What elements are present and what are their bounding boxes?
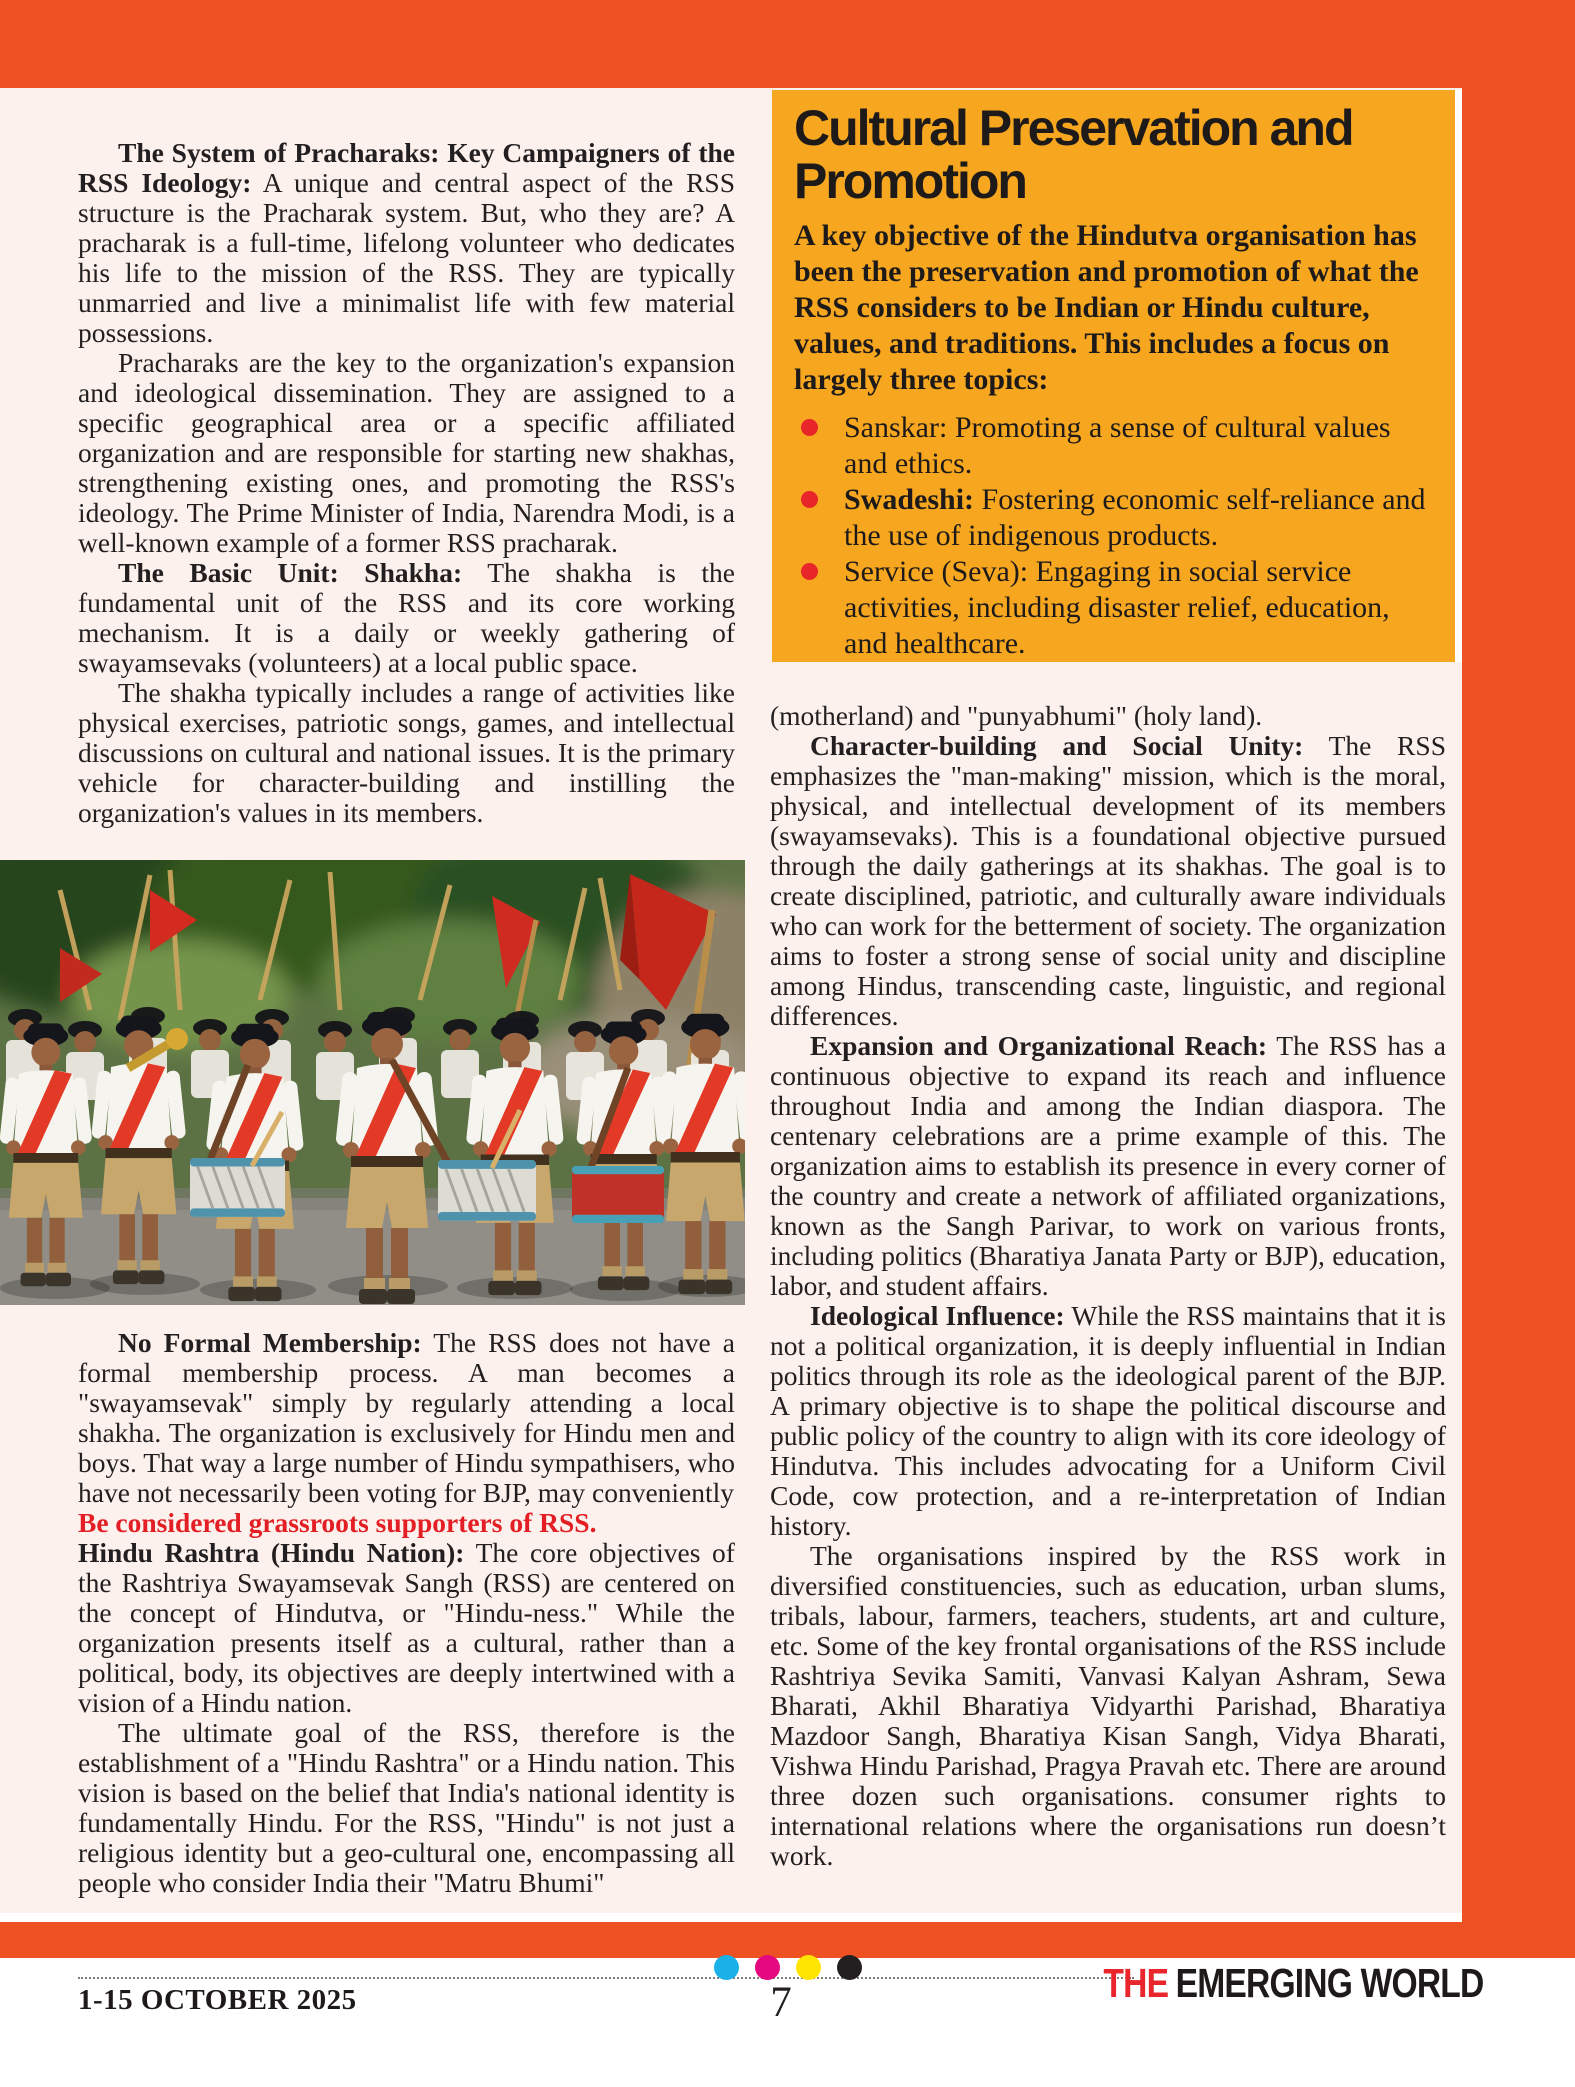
paragraph-text: The RSS does not have a formal membership process. A man becomes a "swayamsevak" simply by regularly attending a local shakha. The organization is exclusively for Hindu men and boys. That way a large number of Hindu sympathisers, who have not necessarily been voting for BJP, may conveniently xyxy=(78,1327,735,1508)
paragraph-text: The core objectives of the Rashtriya Swayamsevak Sangh (RSS) are centered on the concept of Hindutva, or "Hindu-ness." While the organization presents itself as a cultural, rather than a political, body, its objectives are deeply intertwined with a vision of a Hindu nation. xyxy=(78,1537,735,1718)
paragraph-text: (motherland) and "punyabhumi" (holy land). xyxy=(770,700,1263,731)
bullet-dot-icon xyxy=(801,419,818,436)
march-photo-illustration xyxy=(0,860,745,1305)
bullet-text: Engaging in social service activities, including disaster relief, education, and healthcare. xyxy=(844,555,1390,660)
bullet-lead: Sanskar: xyxy=(844,411,948,444)
issue-date: 1-15 OCTOBER 2025 xyxy=(78,1984,357,2016)
paragraph xyxy=(78,1328,735,1508)
paragraph-text: The RSS has a continuous objective to expand its reach and influence throughout India and among the Indian diaspora. The centenary celebrations are a prime example of this. The organization aims to establish its presence in every corner of the country and create a network of affiliated organizations, known as the Sangh Parivar, to work on various fronts, including politics (Bharatiya Janata Party or BJP), education, labor, and student affairs. xyxy=(770,1030,1446,1301)
bullet-dot-icon xyxy=(801,491,818,508)
paragraph-text: The ultimate goal of the RSS, therefore is the establishment of a "Hindu Rashtra" or a Hindu nation. This vision is based on the belief that India's national identity is fundamentally Hindu. For the RSS, "Hindu" is not just a religious identity but a geo-cultural one, encompassing all people who consider India their "Matru Bhumi" xyxy=(78,1717,735,1898)
registration-dot-cyan-icon xyxy=(714,1955,739,1980)
paragraph xyxy=(78,1718,735,1898)
brand-logo-the: THE xyxy=(1102,1960,1168,2006)
paragraph-lead: No Formal Membership: xyxy=(118,1327,422,1358)
paragraph xyxy=(770,1541,1446,1871)
cmyk-registration-dots xyxy=(714,1955,862,1980)
paragraph xyxy=(78,1538,735,1718)
box-intro: A key objective of the Hindutva organisation has been the preservation and promotion of what the RSS considers to be Indian or Hindu culture, values, and traditions. This includes a focus on largely three topics: xyxy=(794,219,1419,396)
box-title: Cultural Preservation and Promotion xyxy=(794,100,1353,209)
bullet-lead: Swadeshi: xyxy=(844,483,975,516)
bullet-dot-icon xyxy=(801,563,818,580)
bullet-item xyxy=(794,482,1429,554)
paragraph-lead: Ideological Influence: xyxy=(810,1300,1065,1331)
paragraph-text: While the RSS maintains that it is not a political organization, it is deeply influential in Indian politics through its role as the ideological parent of the BJP. A primary objective is to shape the political discourse and public policy of the country to align with its core ideology of Hindutva. This includes advocating for a Uniform Civil Code, cow protection, and a re-interpretation of Indian history. xyxy=(770,1300,1446,1541)
bottom-orange-band xyxy=(0,1922,1575,1958)
brand-logo xyxy=(1103,1960,1483,2007)
top-orange-band xyxy=(0,0,1575,88)
paragraph-lead: Hindu Rashtra (Hindu Nation): xyxy=(78,1537,465,1568)
box-right-divider xyxy=(1455,90,1462,662)
box-bullet-list xyxy=(794,410,1429,662)
paragraph xyxy=(770,701,1446,731)
registration-dot-black-icon xyxy=(837,1955,862,1980)
gold-highlight-box xyxy=(772,90,1455,662)
paragraph-lead: The System of Pracharaks: Key Campaigners of the RSS Ideology: xyxy=(78,137,735,198)
paragraph xyxy=(770,1031,1446,1301)
paragraph-lead: The Basic Unit: Shakha: xyxy=(118,557,463,588)
page-footer xyxy=(0,1958,1575,2087)
paragraph xyxy=(78,558,735,678)
paragraph-text: A unique and central aspect of the RSS structure is the Pracharak system. But, who they are? A pracharak is a full-time, lifelong volunteer who dedicates his life to the mission of the RSS. They are typically unmarried and live a minimalist life with few material possessions. xyxy=(78,167,736,348)
bullet-item xyxy=(794,410,1429,482)
bullet-lead: Service (Seva): xyxy=(844,555,1029,588)
registration-dot-yellow-icon xyxy=(796,1955,821,1980)
bullet-item xyxy=(794,554,1429,662)
paragraph-lead: Expansion and Organizational Reach: xyxy=(810,1030,1268,1061)
left-column-lower xyxy=(78,1328,735,1898)
right-column xyxy=(770,701,1446,1871)
left-column-upper xyxy=(78,138,735,828)
paragraph-text: The shakha is the fundamental unit of the RSS and its core working mechanism. It is a daily or weekly gathering of swayamsevaks (volunteers) at a local public space. xyxy=(78,557,735,678)
bullet-text: Promoting a sense of cultural values and ethics. xyxy=(844,411,1391,480)
right-orange-band xyxy=(1462,0,1575,1958)
brand-logo-rest: EMERGING WORLD xyxy=(1175,1960,1483,2006)
march-photo xyxy=(0,860,745,1305)
highlighted-red-line: Be considered grassroots supporters of RSS. xyxy=(78,1507,597,1538)
registration-dot-magenta-icon xyxy=(755,1955,780,1980)
paragraph-text: Pracharaks are the key to the organization's expansion and ideological dissemination. They are assigned to a specific geographical area or a specific affiliated organization and are responsible for starting new shakhas, strengthening existing ones, and promoting the RSS's ideology. The Prime Minister of India, Narendra Modi, is a well-known example of a former RSS pracharak. xyxy=(78,347,735,558)
paragraph-text: The organisations inspired by the RSS work in diversified constituencies, such as education, urban slums, tribals, labour, farmers, teachers, students, art and culture, etc. Some of the key frontal organisations of the RSS include Rashtriya Sevika Samiti, Vanvasi Kalyan Ashram, Sewa Bharati, Akhil Bharatiya Vidyarthi Parishad, Bharatiya Mazdoor Sangh, Bharatiya Kisan Sangh, Vidya Bharati, Vishwa Hindu Parishad, Pragya Pravah etc. There are around three dozen such organisations. consumer rights to international relations where the organisations run doesn’t work. xyxy=(770,1540,1446,1871)
paragraph-text: The shakha typically includes a range of activities like physical exercises, patriotic songs, games, and intellectual discussions on cultural and national issues. It is the primary vehicle for character-building and instilling the organization's values in its members. xyxy=(78,677,735,828)
paragraph xyxy=(78,348,735,558)
paragraph xyxy=(78,138,735,348)
content-area xyxy=(0,88,1462,1913)
dotted-rule xyxy=(78,1977,1134,1979)
paragraph xyxy=(78,678,735,828)
paragraph xyxy=(770,731,1446,1031)
paragraph xyxy=(770,1301,1446,1541)
paragraph-lead: Character-building and Social Unity: xyxy=(810,730,1304,761)
bullet-text: Fostering economic self-reliance and the use of indigenous products. xyxy=(844,483,1426,552)
paragraph-text: The RSS emphasizes the "man-making" mission, which is the moral, physical, and intellectual development of its members (swayamsevaks). This is a foundational objective pursued through the daily gatherings at its shakhas. The goal is to create disciplined, patriotic, and culturally aware individuals who can work for the betterment of society. The organization aims to foster a strong sense of social unity and discipline among Hindus, transcending caste, linguistic, and regional differences. xyxy=(770,730,1446,1031)
page-number: 7 xyxy=(770,1979,792,2026)
